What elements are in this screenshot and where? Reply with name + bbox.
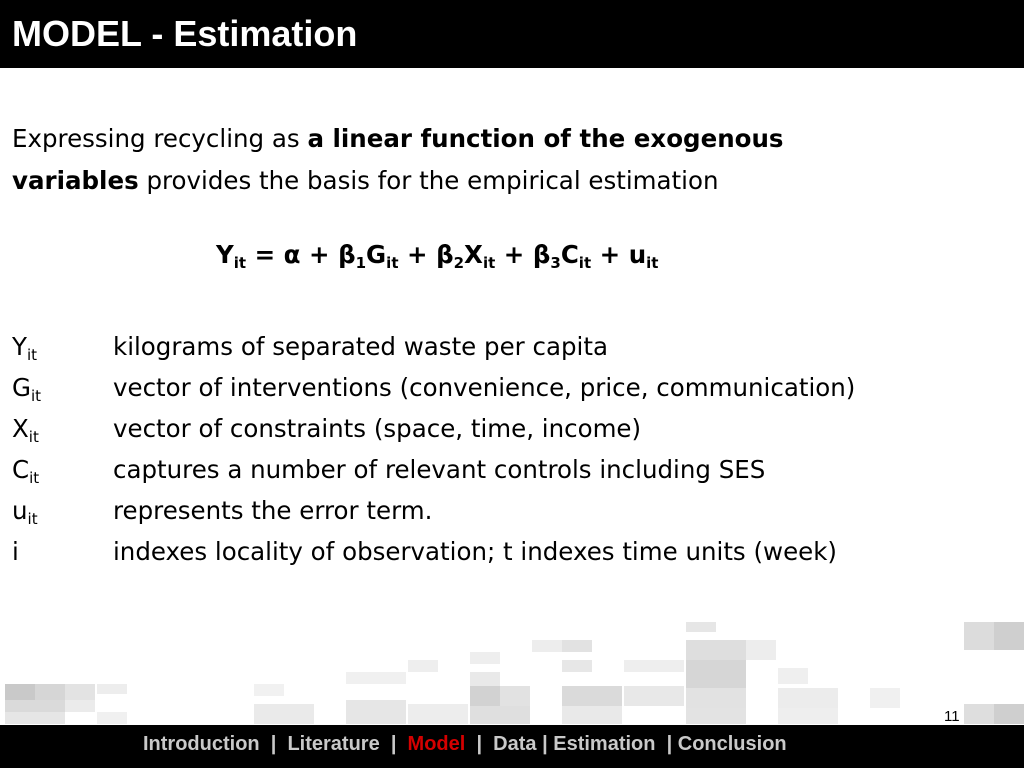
eq-g: G bbox=[366, 240, 387, 269]
definition-text: vector of constraints (space, time, income) bbox=[113, 414, 642, 443]
nav-item-estimation[interactable]: Estimation bbox=[553, 733, 656, 755]
eq-y: Y bbox=[216, 240, 234, 269]
eq-x-subscript: it bbox=[482, 254, 496, 272]
definition-symbol: $G_{it}$ bbox=[12, 373, 42, 405]
nav-separator: | bbox=[379, 733, 408, 755]
definition-symbol: $C_{it}$ bbox=[12, 455, 40, 487]
eq-beta3-subscript: 3 bbox=[550, 254, 561, 272]
intro-text-start: Expressing recycling as bbox=[12, 124, 308, 153]
definition-symbol: $Y_{it}$ bbox=[12, 332, 38, 364]
eq-y-subscript: it bbox=[233, 254, 247, 272]
slide-title: MODEL - Estimation bbox=[12, 13, 358, 54]
nav-separator: | bbox=[465, 733, 494, 755]
eq-u-subscript: it bbox=[646, 254, 659, 272]
definition-text: captures a number of relevant controls including SES bbox=[113, 455, 766, 484]
nav-item-introduction[interactable]: Introduction bbox=[143, 733, 260, 755]
nav-item-conclusion[interactable]: Conclusion bbox=[677, 733, 787, 755]
definition-symbol: i bbox=[12, 537, 19, 566]
definition-symbol: $X_{it}$ bbox=[12, 414, 39, 446]
footer-nav-bar bbox=[0, 725, 1024, 768]
intro-text-bold: a linear function of the exogenous variables bbox=[12, 124, 784, 195]
definition-text: represents the error term. bbox=[113, 496, 433, 525]
eq-beta2-subscript: 2 bbox=[453, 254, 465, 272]
intro-text-end: provides the basis for the empirical estimation bbox=[138, 166, 719, 195]
eq-beta3: + β bbox=[495, 240, 551, 269]
regression-equation bbox=[216, 240, 659, 272]
nav-item-data[interactable]: Data bbox=[493, 733, 537, 755]
definition-text: vector of interventions (convenience, price, communication) bbox=[113, 373, 856, 402]
definition-text: indexes locality of observation; t indexes time units (week) bbox=[113, 537, 837, 566]
nav-separator: | bbox=[655, 733, 678, 755]
section-navigation bbox=[143, 733, 787, 756]
definition-text: kilograms of separated waste per capita bbox=[113, 332, 608, 361]
slide-header bbox=[0, 0, 1024, 68]
page-number: 11 bbox=[944, 708, 960, 725]
nav-item-literature[interactable]: Literature bbox=[287, 733, 380, 755]
intro-paragraph bbox=[12, 118, 892, 202]
eq-beta1-subscript: 1 bbox=[355, 254, 367, 272]
definition-symbol: $u_{it}$ bbox=[12, 496, 38, 528]
eq-c-subscript: it bbox=[578, 254, 592, 272]
eq-beta2: + β bbox=[398, 240, 454, 269]
eq-error-term: + u bbox=[591, 240, 647, 269]
nav-item-model[interactable]: Model bbox=[407, 733, 466, 755]
eq-c: C bbox=[560, 240, 579, 269]
eq-alpha-beta: = α + β bbox=[246, 240, 356, 269]
eq-g-subscript: it bbox=[386, 254, 399, 272]
nav-separator: | bbox=[259, 733, 288, 755]
nav-separator: | bbox=[536, 733, 554, 755]
eq-x: X bbox=[464, 240, 483, 269]
